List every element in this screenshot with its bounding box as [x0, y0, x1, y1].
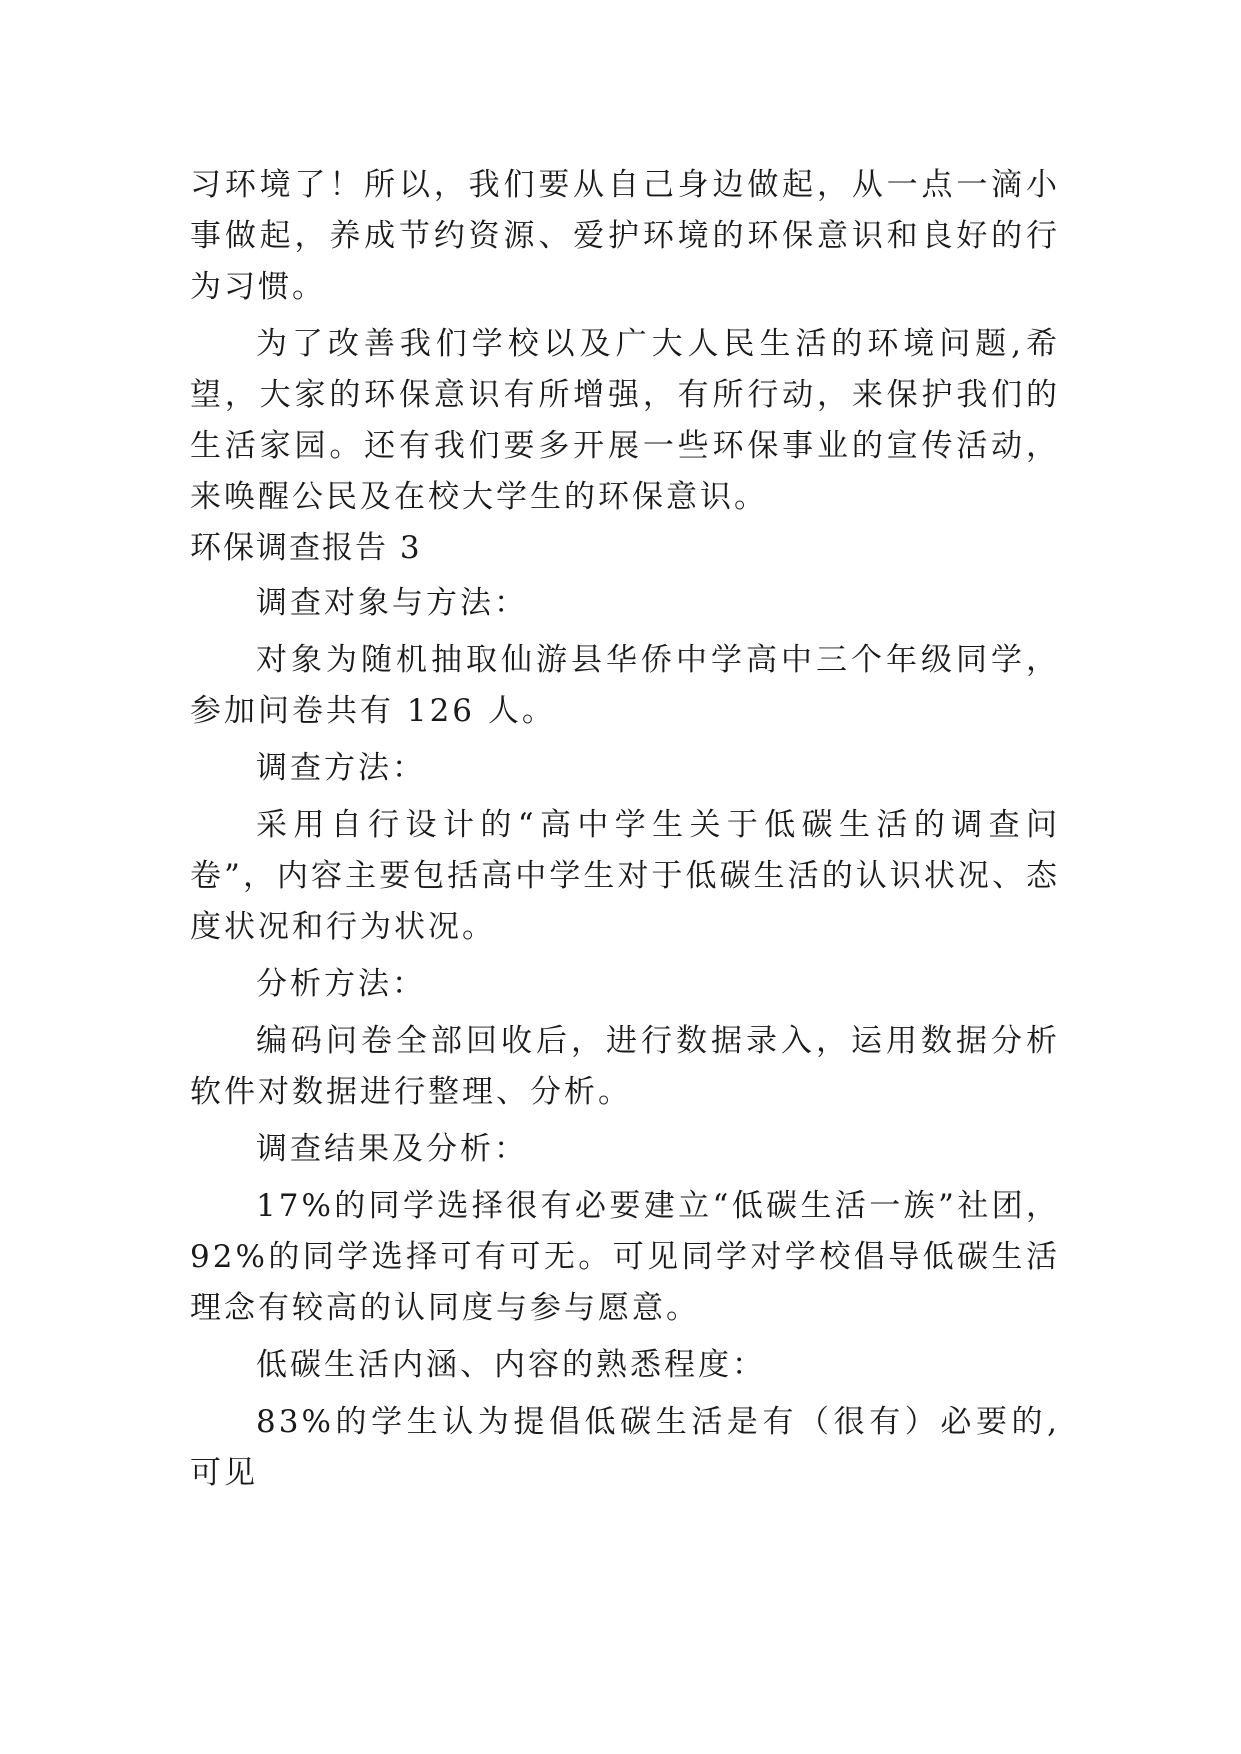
section-heading-report-3: 环保调查报告 3 [190, 530, 422, 566]
subheading-subject-and-method: 调查对象与方法： [256, 585, 528, 621]
paragraph-analysis-method: 编码问卷全部回收后，进行数据录入，运用数据分析软件对数据进行整理、分析。 [190, 1023, 1060, 1110]
subheading-survey-method: 调查方法： [256, 750, 426, 786]
paragraph-familiarity: 83%的学生认为提倡低碳生活是有（很有）必要的,可见 [190, 1404, 1060, 1491]
subheading-results: 调查结果及分析： [256, 1131, 528, 1167]
paragraph-survey-method: 采用自行设计的“高中学生关于低碳生活的调查问卷”，内容主要包括高中学生对于低碳生活的认识状况、态度状况和行为状况。 [190, 807, 1060, 945]
paragraph-results: 17%的同学选择很有必要建立“低碳生活一族”社团，92%的同学选择可有可无。可见同学对学校倡导低碳生活理念有较高的认同度与参与愿意。 [190, 1188, 1060, 1326]
paragraph-subject: 对象为随机抽取仙游县华侨中学高中三个年级同学，参加问卷共有 126 人。 [190, 642, 1060, 729]
document-body [190, 160, 1060, 1499]
subheading-familiarity: 低碳生活内涵、内容的熟悉程度： [256, 1347, 766, 1383]
subheading-analysis-method: 分析方法： [256, 966, 426, 1002]
paragraph-continuation: 习环境了！所以，我们要从自己身边做起，从一点一滴小事做起，养成节约资源、爱护环境的环保意识和良好的行为习惯。 [190, 167, 1060, 305]
paragraph-environment-improvement: 为了改善我们学校以及广大人民生活的环境问题,希望，大家的环保意识有所增强，有所行动，来保护我们的生活家园。还有我们要多开展一些环保事业的宣传活动，来唤醒公民及在校大学生的环保意识。 [190, 326, 1060, 515]
